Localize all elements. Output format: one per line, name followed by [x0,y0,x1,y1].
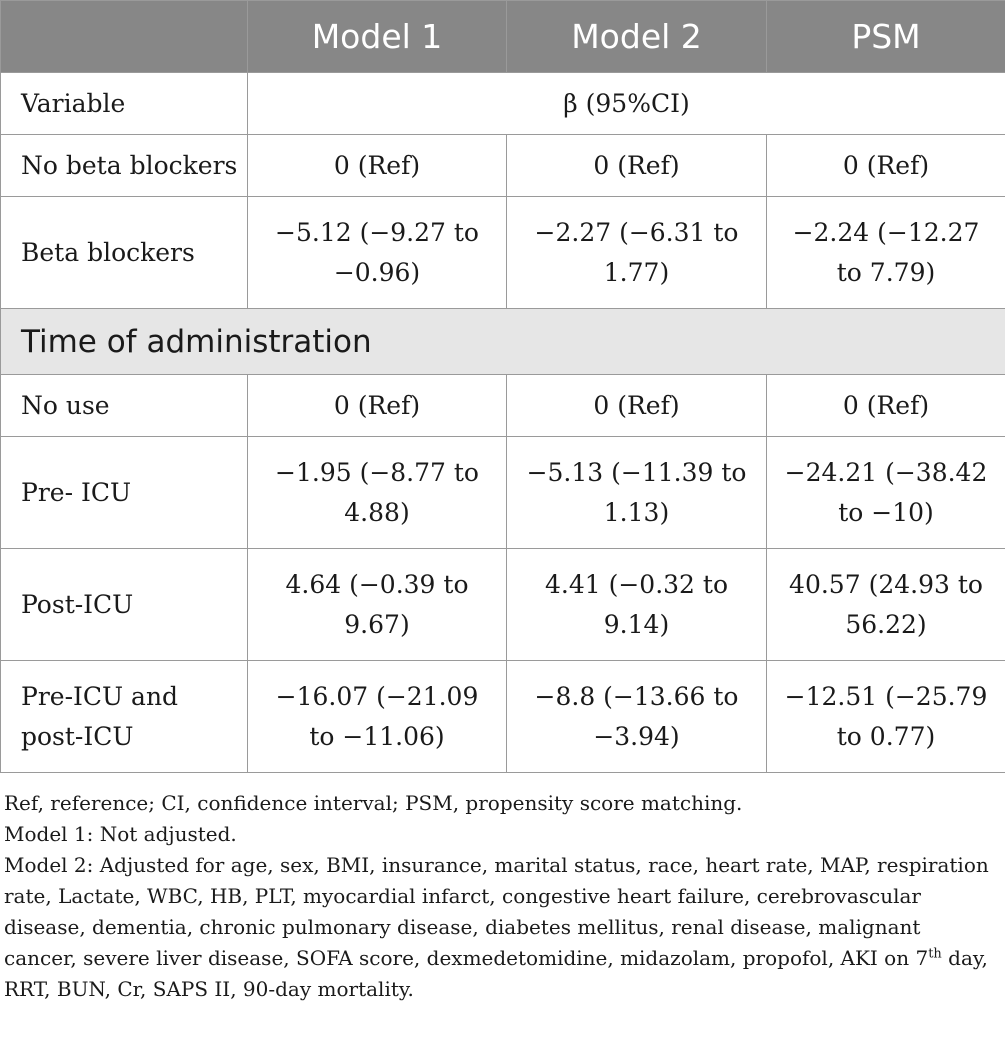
model1-value: −5.12 (−9.27 to −0.96) [248,197,507,309]
header-model-1: Model 1 [248,1,507,73]
model2-value: 0 (Ref) [507,375,767,437]
model1-value: 4.64 (−0.39 to 9.67) [248,549,507,661]
section-title: Time of administration [1,309,1005,375]
model2-value: −5.13 (−11.39 to 1.13) [507,437,767,549]
variable-label: Variable [1,73,248,135]
footnote-model-2-tail: day, RRT, BUN, Cr, SAPS II, 90-day mortality. [4,946,988,1001]
row-label: Beta blockers [1,197,248,309]
footnote-model-2-text: Model 2: Adjusted for age, sex, BMI, insurance, marital status, race, heart rate, MAP, respiration rate, Lactate, WBC, HB, PLT, myocardial infarct, congestive heart failure, cerebrovascular disease, dementia, chronic pulmonary disease, diabetes mellitus, renal disease, malignant cancer, severe liver disease, SOFA score, dexmedetomidine, midazolam, propofol, AKI on 7 [4,853,989,970]
model2-value: 0 (Ref) [507,135,767,197]
header-model-2: Model 2 [507,1,767,73]
psm-value: 0 (Ref) [767,375,1005,437]
row-label: Pre- ICU [1,437,248,549]
model2-value: 4.41 (−0.32 to 9.14) [507,549,767,661]
header-psm: PSM [767,1,1005,73]
row-label: No beta blockers [1,135,248,197]
psm-value: −12.51 (−25.79 to 0.77) [767,661,1005,773]
psm-value: 0 (Ref) [767,135,1005,197]
table-footnotes [4,788,999,1005]
section-row [1,309,1005,375]
psm-value: 40.57 (24.93 to 56.22) [767,549,1005,661]
row-label: No use [1,375,248,437]
model1-value: −16.07 (−21.09 to −11.06) [248,661,507,773]
row-label: Post-ICU [1,549,248,661]
table-row [1,197,1005,309]
table-row [1,437,1005,549]
footnote-superscript: th [928,946,942,962]
table-row [1,135,1005,197]
variable-row [1,73,1005,135]
model2-value: −8.8 (−13.66 to −3.94) [507,661,767,773]
footnote-abbreviations: Ref, reference; CI, confidence interval; PSM, propensity score matching. [4,791,743,815]
table-row [1,661,1005,773]
footnote-model-2 [4,850,999,1005]
model1-value: 0 (Ref) [248,375,507,437]
table-row [1,375,1005,437]
model1-value: 0 (Ref) [248,135,507,197]
row-label: Pre-ICU and post-ICU [1,661,248,773]
psm-value: −2.24 (−12.27 to 7.79) [767,197,1005,309]
model2-value: −2.27 (−6.31 to 1.77) [507,197,767,309]
model1-value: −1.95 (−8.77 to 4.88) [248,437,507,549]
header-blank-cell [1,1,248,73]
table-header [1,1,1005,73]
psm-value: −24.21 (−38.42 to −10) [767,437,1005,549]
beta-ci-label: β (95%CI) [248,73,1005,135]
table-row [1,549,1005,661]
footnote-model-1: Model 1: Not adjusted. [4,822,237,846]
